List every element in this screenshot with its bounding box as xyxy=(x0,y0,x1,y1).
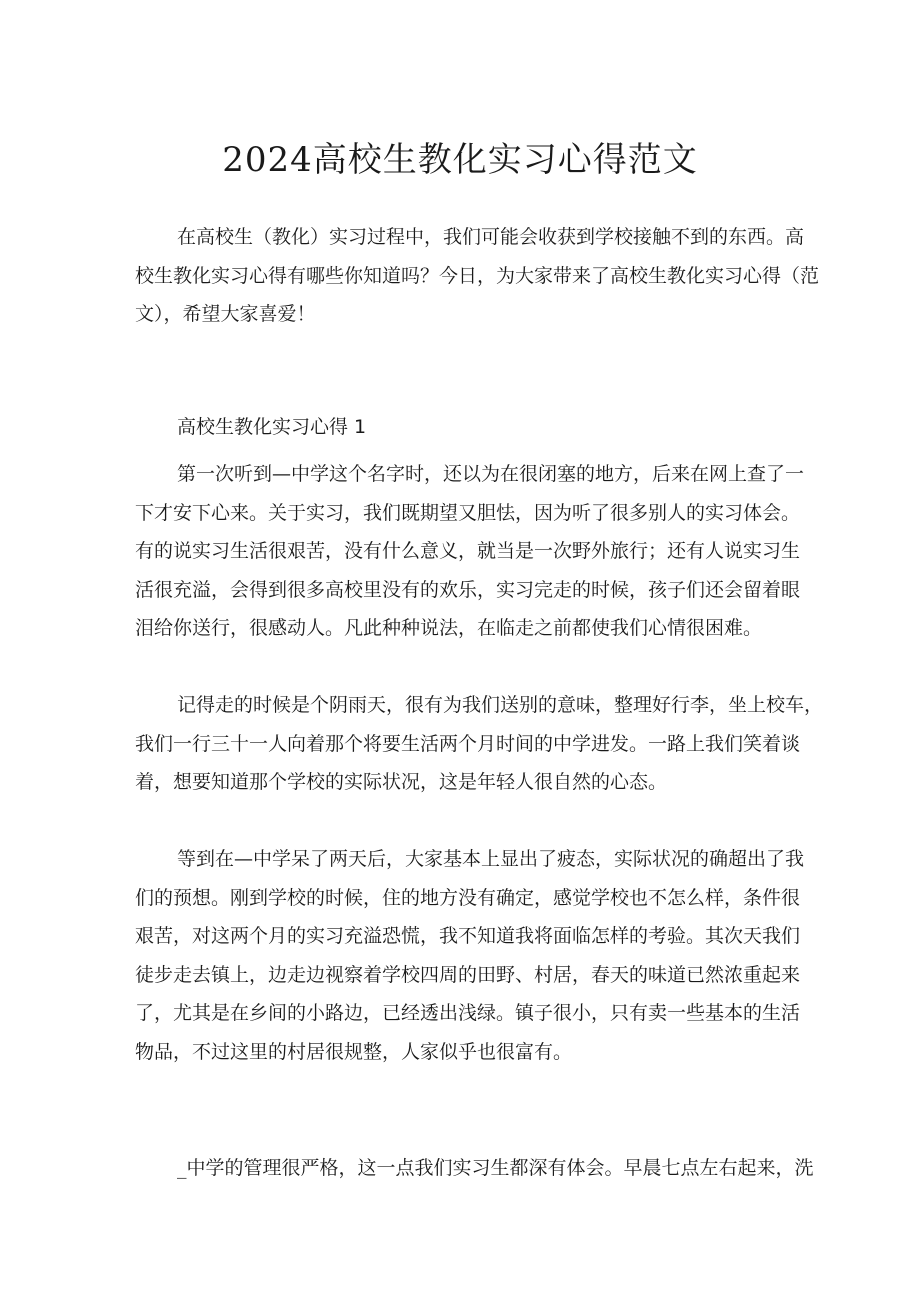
paragraph-line: 有的说实习生活很艰苦，没有什么意义，就当是一次野外旅行；还有人说实习生 xyxy=(135,540,801,562)
paragraph-line: 我们一行三十一人向着那个将要生活两个月时间的中学进发。一路上我们笑着谈 xyxy=(135,732,801,755)
intro-line: 文），希望大家喜爱！ xyxy=(135,303,316,325)
paragraph-line: 下才安下心来。关于实习，我们既期望又胆怯，因为听了很多别人的实习体会。 xyxy=(135,501,801,524)
intro-line: 在高校生（教化）实习过程中，我们可能会收获到学校接触不到的东西。高 xyxy=(177,226,805,248)
paragraph-line: 艰苦，对这两个月的实习充溢恐慌，我不知道我将面临怎样的考验。其次天我们 xyxy=(135,925,801,947)
paragraph-line: _中学的管理很严格，这一点我们实习生都深有体会。早晨七点左右起来，洗 xyxy=(177,1157,814,1179)
intro-line: 校生教化实习心得有哪些你知道吗？今日，为大家带来了高校生教化实习心得（范 xyxy=(135,264,820,287)
paragraph-line: 着，想要知道那个学校的实际状况，这是年轻人很自然的心态。 xyxy=(135,771,668,793)
paragraph-line: 徒步走去镇上，边走边视察着学校四周的田野、村居，春天的味道已然浓重起来 xyxy=(135,963,801,986)
paragraph-line: 了，尤其是在乡间的小路边，已经透出浅绿。镇子很小，只有卖一些基本的生活 xyxy=(135,1002,801,1024)
body-paragraph-1 xyxy=(135,455,805,648)
section-heading: 高校生教化实习心得 1 xyxy=(177,416,367,438)
body-paragraph-2 xyxy=(135,686,824,802)
paragraph-line: 泪给你送行，很感动人。凡此种种说法，在临走之前都使我们心情很困难。 xyxy=(135,617,763,639)
paragraph-line: 记得走的时候是个阴雨天，很有为我们送别的意味，整理好行李，坐上校车， xyxy=(177,694,824,716)
paragraph-line: 物品，不过这里的村居很规整，人家似乎也很富有。 xyxy=(135,1040,573,1063)
body-paragraph-4 xyxy=(135,1149,814,1188)
paragraph-line: 活很充溢，会得到很多高校里没有的欢乐，实习完走的时候，孩子们还会留着眼 xyxy=(135,578,801,601)
paragraph-line: 第一次听到—中学这个名字时，还以为在很闭塞的地方，后来在网上查了一 xyxy=(177,463,805,485)
document-title: 2024高校生教化实习心得范文 xyxy=(222,140,698,180)
intro-paragraph xyxy=(135,218,820,334)
paragraph-line: 们的预想。刚到学校的时候，住的地方没有确定，感觉学校也不怎么样，条件很 xyxy=(135,886,801,909)
paragraph-line: 等到在—中学呆了两天后，大家基本上显出了疲态，实际状况的确超出了我 xyxy=(177,848,805,870)
body-paragraph-3 xyxy=(135,840,805,1071)
